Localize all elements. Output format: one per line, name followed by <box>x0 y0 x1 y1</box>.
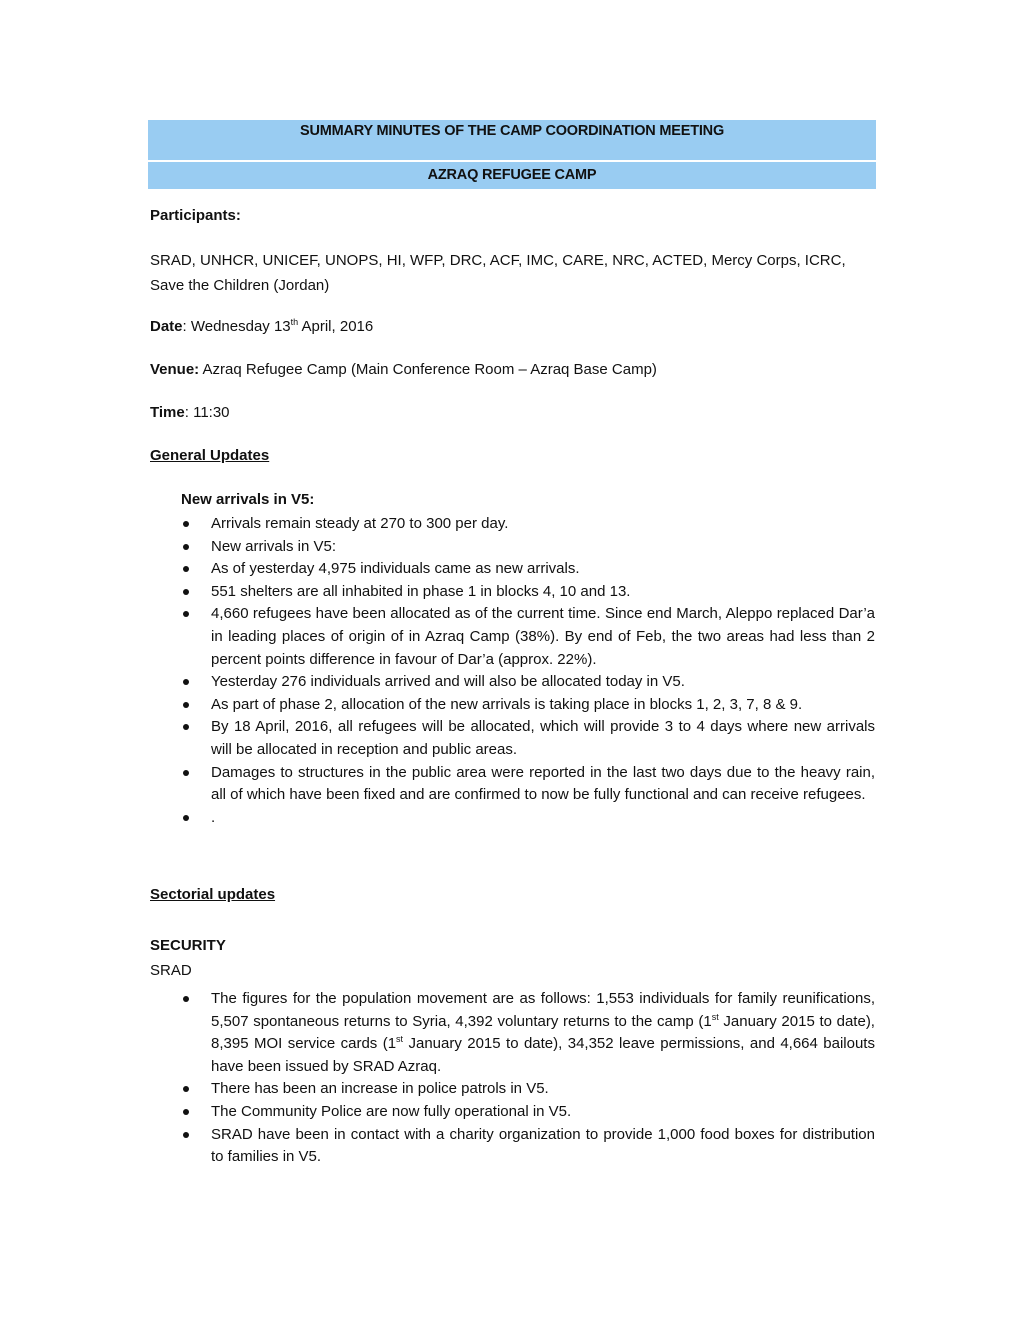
security-heading: SECURITY <box>150 937 226 954</box>
meeting-title: SUMMARY MINUTES OF THE CAMP COORDINATION MEETING <box>148 120 876 160</box>
venue-line <box>150 361 657 378</box>
list-item: As part of phase 2, allocation of the new arrivals is taking place in blocks 1, 2, 3, 7, 8 & 9. <box>150 694 875 717</box>
time-value: : 11:30 <box>184 404 230 421</box>
list-item: SRAD have been in contact with a charity organization to provide 1,000 food boxes for distribution to families in V5. <box>150 1124 875 1169</box>
date-line <box>150 318 373 335</box>
figures-text-2: January 2015 to date), 8,395 MOI service cards (1 <box>211 1012 875 1053</box>
date-value-post: April, 2016 <box>298 318 374 335</box>
participants-list: SRAD, UNHCR, UNICEF, UNOPS, HI, WFP, DRC, ACF, IMC, CARE, NRC, ACTED, Mercy Corps, ICRC, Save the Children (Jordan) <box>150 252 846 294</box>
figures-text-1: The figures for the population movement are as follows: 1,553 individuals for family reunifications, 5,507 spontaneous returns to Syria, 4,392 voluntary returns to the camp (1 <box>211 990 875 1030</box>
list-item: Arrivals remain steady at 270 to 300 per day. <box>150 513 875 536</box>
list-item: . <box>150 807 875 830</box>
time-label: Time <box>150 404 185 421</box>
figures-text-3: January 2015 to date), 34,352 leave permissions, and 4,664 bailouts have been issued by SRAD Azraq. <box>211 1035 875 1075</box>
list-item: 551 shelters are all inhabited in phase 1 in blocks 4, 10 and 13. <box>150 581 875 604</box>
list-item: By 18 April, 2016, all refugees will be allocated, which will provide 3 to 4 days where new arrivals will be allocated in reception and public areas. <box>150 716 875 761</box>
list-item: New arrivals in V5: <box>150 536 875 559</box>
security-list <box>150 988 875 1169</box>
new-arrivals-subheading: New arrivals in V5: <box>181 491 315 508</box>
date-value-sup: th <box>290 317 299 327</box>
general-updates-heading: General Updates <box>150 447 270 464</box>
date-value-pre: : Wednesday 13 <box>182 318 291 335</box>
list-item: Damages to structures in the public area were reported in the last two days due to the heavy rain, all of which have been fixed and are confirmed to now be fully functional and can receive refugees. <box>150 762 875 807</box>
venue-value: Azraq Refugee Camp (Main Conference Room – Azraq Base Camp) <box>199 361 657 378</box>
srad-label: SRAD <box>150 962 192 979</box>
participants-label: Participants: <box>150 207 241 224</box>
camp-title: AZRAQ REFUGEE CAMP <box>148 162 876 189</box>
figures-sup-2: st <box>396 1034 404 1045</box>
list-item: Yesterday 276 individuals arrived and will also be allocated today in V5. <box>150 671 875 694</box>
date-label: Date <box>150 318 183 335</box>
venue-label: Venue: <box>150 361 200 378</box>
sectorial-updates-heading: Sectorial updates <box>150 886 276 903</box>
list-item: 4,660 refugees have been allocated as of the current time. Since end March, Aleppo replaced Dar’a in leading places of origin of in Azraq Camp (38%). By end of Feb, the two areas had less than 2 percent points difference in favour of Dar’a (approx. 22%). <box>150 603 875 671</box>
list-item: The Community Police are now fully operational in V5. <box>150 1101 875 1124</box>
list-item <box>150 988 875 1078</box>
time-line <box>150 404 230 421</box>
general-updates-list <box>150 513 875 829</box>
list-item: As of yesterday 4,975 individuals came as new arrivals. <box>150 558 875 581</box>
list-item: There has been an increase in police patrols in V5. <box>150 1078 875 1101</box>
figures-sup-1: st <box>711 1011 719 1022</box>
